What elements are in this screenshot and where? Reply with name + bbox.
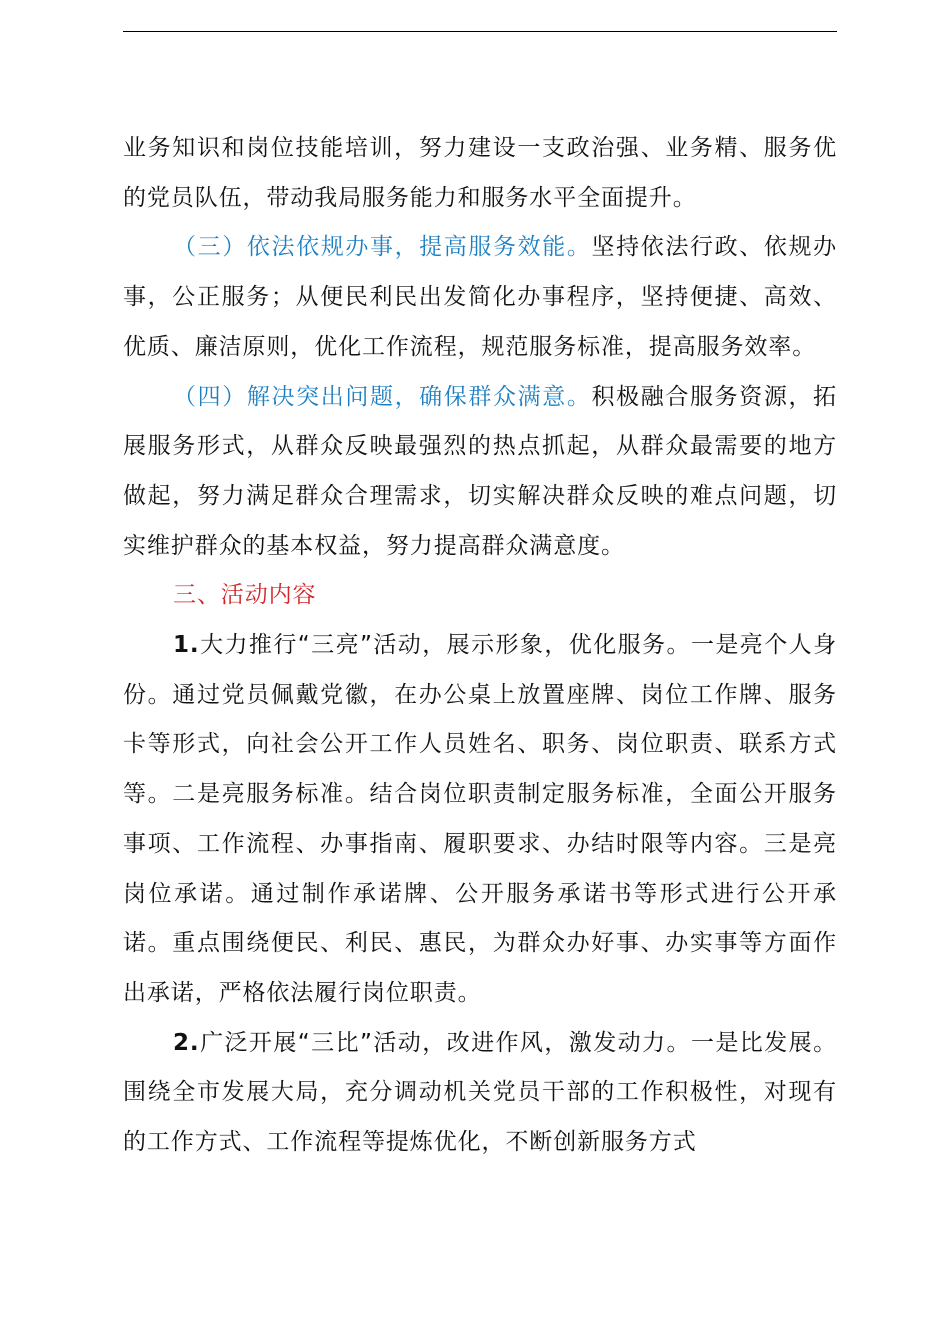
section-heading: [123, 571, 837, 621]
item-2-text: 广泛开展“三比”活动，改进作风，激发动力。一是比发展。围绕全市发展大局，充分调动机关党员干部的工作积极性，对现有的工作方式、工作流程等提炼优化，不断创新服务方式: [123, 1029, 837, 1156]
item-2: [123, 1019, 837, 1168]
item-1-text: 大力推行“三亮”活动，展示形象，优化服务。一是亮个人身份。通过党员佩戴党徽，在办公桌上放置座牌、岗位工作牌、服务卡等形式，向社会公开工作人员姓名、职务、岗位职责、联系方式等。二是亮服务标准。结合岗位职责制定服务标准，全面公开服务事项、工作流程、办事指南、履职要求、办结时限等内容。三是亮岗位承诺。通过制作承诺牌、公开服务承诺书等形式进行公开承诺。重点围绕便民、利民、惠民，为群众办好事、办实事等方面作出承诺，严格依法履行岗位职责。: [123, 632, 837, 1006]
item-1-number: 1.: [173, 632, 200, 659]
paragraph-3-text: 积极融合服务资源，拓展服务形式，从群众反映最强烈的热点抓起，从群众最需要的地方做起，努力满足群众合理需求，切实解决群众反映的难点问题，切实维护群众的基本权益，努力提高群众满意度。: [123, 383, 837, 559]
paragraph-1: [123, 124, 837, 223]
section-title: 三、活动内容: [173, 582, 317, 609]
paragraph-2-text: 坚持依法行政、依规办事，公正服务；从便民利民出发简化办事程序，坚持便捷、高效、优质、廉洁原则，优化工作流程，规范服务标准，提高服务效率。: [123, 234, 837, 360]
paragraph-3: [123, 373, 837, 572]
item-1: [123, 621, 837, 1019]
paragraph-1-text: 业务知识和岗位技能培训，努力建设一支政治强、业务精、服务优的党员队伍，带动我局服务能力和服务水平全面提升。: [123, 135, 837, 211]
subheading-3: （三）依法依规办事，提高服务效能。: [173, 234, 592, 261]
subheading-4: （四）解决突出问题，确保群众满意。: [173, 383, 592, 410]
header-rule: [123, 31, 837, 32]
paragraph-2: [123, 223, 837, 372]
item-2-number: 2.: [173, 1029, 200, 1056]
document-body: [123, 124, 837, 1168]
